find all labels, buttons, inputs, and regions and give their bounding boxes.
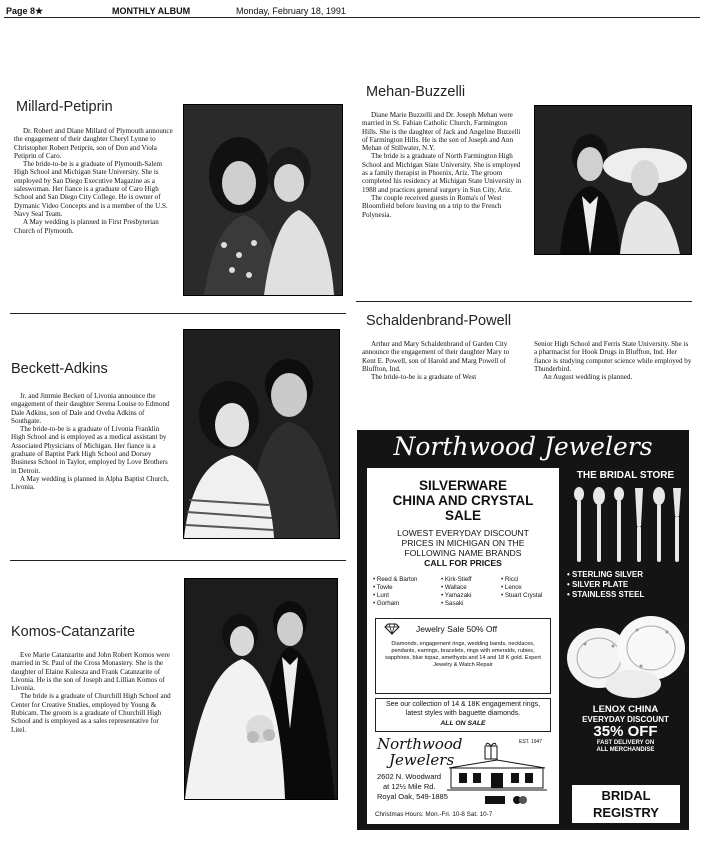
brand-item: • Yamazaki xyxy=(441,592,472,599)
photo-beckett-adkins xyxy=(183,329,340,539)
discount-line: CALL FOR PRICES xyxy=(424,558,502,568)
jewelry-description: Diamonds, engagement rings, wedding bands, necklaces, pendants, earrings, bracelets, rings with emeralds, rubies, sapphires, blue topaz, amethysts and 14 and 18 K gold. Expert Jewelry & Watch Repair xyxy=(385,641,541,668)
northwood-jewelers-ad xyxy=(357,430,689,830)
silver-type: • STAINLESS STEEL xyxy=(567,590,645,599)
brand-item: • Reed & Barton xyxy=(373,576,418,583)
brand-item: • Gorham xyxy=(373,600,400,607)
wedding-couple-icon xyxy=(185,579,337,799)
silverware-icon xyxy=(567,486,685,566)
address-line: Royal Oak, 549-1885 xyxy=(377,792,448,801)
photo-mehan-buzzelli xyxy=(534,105,692,255)
lenox-discount: 35% OFF xyxy=(593,723,658,740)
divider xyxy=(10,313,346,314)
silver-type: • SILVER PLATE xyxy=(567,580,629,589)
page-number: Page 8★ xyxy=(6,6,44,16)
brand-list-col3 xyxy=(501,576,559,600)
paragraph: A May wedding is planned in Alpha Baptist Church, Livonia. xyxy=(11,474,169,492)
brand-item: • Towle xyxy=(373,584,393,591)
credit-cards-icon xyxy=(485,795,535,805)
headline-schaldenbrand-powell: Schaldenbrand-Powell xyxy=(366,313,512,329)
lenox-line: LENOX CHINA xyxy=(592,704,659,715)
all-on-sale: ALL ON SALE xyxy=(440,720,486,727)
article-beckett-adkins xyxy=(11,392,173,492)
jewelry-sale-box xyxy=(375,618,551,694)
paragraph: An August wedding is planned. xyxy=(543,373,633,382)
brand-list-col2 xyxy=(441,576,497,608)
sale-box xyxy=(367,468,559,824)
store-hours: Christmas Hours: Mon.-Fri. 10-8 Sat. 10-7 xyxy=(375,811,493,818)
collection-box xyxy=(375,698,551,732)
bridal-registry-box xyxy=(572,785,680,823)
diamond-icon xyxy=(384,623,400,635)
article-mehan-buzzelli xyxy=(362,111,522,219)
article-schaldenbrand-powell-left xyxy=(362,340,522,381)
sale-heading-line: CHINA AND CRYSTAL xyxy=(392,493,534,508)
sale-heading-line: SALE xyxy=(444,508,481,523)
brand-list-col1 xyxy=(373,576,433,608)
brand-item: • Stuart Crystal xyxy=(501,592,543,599)
address-line: at 12½ Mile Rd. xyxy=(383,782,436,791)
paragraph: A May wedding is planned in First Presbyterian Church of Plymouth. xyxy=(14,218,159,235)
paragraph: Dr. Robert and Diane Millard of Plymouth announce the engagement of their daughter Cheryl Lynne to Christopher Robert Petiprin, son of Don and Viola Petiprin of Caro. xyxy=(14,127,173,160)
paragraph: Jr. and Jimmie Beckett of Livonia announce the engagement of their daughter Serena Louise to Edmond Dale Adkins, son of Dale and Oveha Adkins of Southgate. xyxy=(11,392,170,425)
discount-line: FOLLOWING NAME BRANDS xyxy=(404,548,522,558)
paragraph: The bride-to-be is a graduate of West xyxy=(371,373,477,382)
collection-text: See our collection of 14 & 18K engagement rings, latest styles with baguette diamonds. xyxy=(385,701,541,717)
registry-line: BRIDAL xyxy=(601,788,651,803)
paragraph: Senior High School and Ferris State University. She is a pharmacist for Hook Drugs in Bluffton, Ind. Her fiance is studying computer science while employed by Thunderbird. xyxy=(534,340,692,373)
paragraph: The bride is a graduate of North Farmington High School and Michigan State University. She is employed as a family therapist in Phoenix, Ariz. The groom completed his residency at Michigan State University in 1988 and practices general surgery in Sun City, Ariz. xyxy=(362,152,522,194)
article-millard-petiprin xyxy=(14,127,174,235)
discount-line: PRICES IN MICHIGAN ON THE xyxy=(401,538,525,548)
brand-item: • Kirk-Stieff xyxy=(441,576,472,583)
logo-line: Northwood xyxy=(377,735,463,753)
header-rule xyxy=(4,17,700,18)
paragraph: The couple received guests in Roma's of West Bloomfield before leaving on a trip to the French Polynesia. xyxy=(362,193,502,219)
brand-item: • Lenox xyxy=(501,584,522,591)
bridal-store-label: THE BRIDAL STORE xyxy=(576,470,675,481)
brand-item: • Ricci xyxy=(501,576,519,583)
photo-komos-catanzarite xyxy=(184,578,338,800)
brand-item: • Sasaki xyxy=(441,600,464,607)
established: EST. 1947 xyxy=(519,739,543,745)
couple-photo-icon xyxy=(184,330,339,538)
headline-komos-catanzarite: Komos-Catanzarite xyxy=(11,624,136,640)
paragraph: The bride-to-be is a graduate of Plymouth-Salem High School and Michigan State University. She is employed by San Diego Executive Magazine as a saleswoman. Her fiance is a graduate of Caro High School and San Diego City College. He is owner of Dymanic Video Concepts and is a member of the U.S. Navy Seal Team. xyxy=(14,160,168,218)
issue-date: Monday, February 18, 1991 xyxy=(236,6,346,16)
sale-heading-line: SILVERWARE xyxy=(418,478,507,493)
brand-item: • Lunt xyxy=(373,592,389,599)
logo-line: Jewelers xyxy=(389,751,455,769)
headline-mehan-buzzelli: Mehan-Buzzelli xyxy=(366,84,466,100)
jewelry-sale-title: Jewelry Sale 50% Off xyxy=(416,624,498,634)
discount-line: LOWEST EVERYDAY DISCOUNT xyxy=(397,528,529,538)
photo-millard-petiprin xyxy=(183,104,343,296)
paragraph: The bride-to-be is a graduate of Livonia Franklin High School and is employed as a medical assistant by Associated Physicians of Michigan. Her fiance is a graduate of Baptist Park High School and Dorsey Business School in Taylor, employed by Love Brothers in Detroit. xyxy=(11,425,168,475)
registry-line: REGISTRY xyxy=(593,805,659,820)
lenox-line: FAST DELIVERY ON xyxy=(596,740,655,746)
couple-photo-icon xyxy=(184,105,342,295)
gift-icon xyxy=(483,740,499,760)
headline-millard-petiprin: Millard-Petiprin xyxy=(16,99,113,115)
paragraph: Arthur and Mary Schaldenbrand of Garden City announce the engagement of their daughter Mary to Kent E. Powell, son of Harold and Marg Powell of Bluffton, Ind. xyxy=(362,340,510,373)
lenox-china-offer xyxy=(562,704,689,754)
store-address xyxy=(377,772,448,802)
article-schaldenbrand-powell-right xyxy=(534,340,692,381)
wedding-couple-icon xyxy=(535,106,691,254)
lenox-line: ALL MERCHANDISE xyxy=(596,747,655,753)
divider xyxy=(10,560,346,561)
section-title: MONTHLY ALBUM xyxy=(112,6,191,16)
divider xyxy=(356,301,692,302)
china-plates-icon xyxy=(563,608,687,700)
paragraph: Diane Marie Buzzelli and Dr. Joseph Mehan were married in St. Fabian Catholic Church, Farmington Hills. She is the daughter of Jack and Angeline Buzzelli of Farmington Hills. He is the son of Joseph and Ann Mehan of Stillwater, N.Y. xyxy=(362,111,521,153)
silver-type: • STERLING SILVER xyxy=(567,570,643,579)
headline-beckett-adkins: Beckett-Adkins xyxy=(11,361,108,377)
paragraph: Eve Marie Catanzarite and John Robert Komos were married in St. Paul of the Cross Monastery. She is the daughter of Elaine Kulesza and Frank Catanzarite of Livonia. He is the son of Joseph and Lillian Komos of Livonia. xyxy=(11,651,170,693)
lenox-line: EVERYDAY DISCOUNT xyxy=(582,715,669,724)
brand-item: • Wallace xyxy=(441,584,467,591)
article-komos-catanzarite xyxy=(11,651,173,734)
store-building-icon xyxy=(447,758,547,792)
address-line: 2602 N. Woodward xyxy=(377,772,442,781)
ad-brand-title: Northwood Jewelers xyxy=(393,432,653,461)
sale-heading xyxy=(367,478,559,523)
silver-types xyxy=(567,570,687,600)
paragraph: The bride is a graduate of Churchill High School and Center for Creative Studies, employed by Young & Rubicam. The groom is a graduate of Churchill High School and is employed as a sales representative for Litel. xyxy=(11,692,171,734)
discount-text xyxy=(367,528,559,568)
